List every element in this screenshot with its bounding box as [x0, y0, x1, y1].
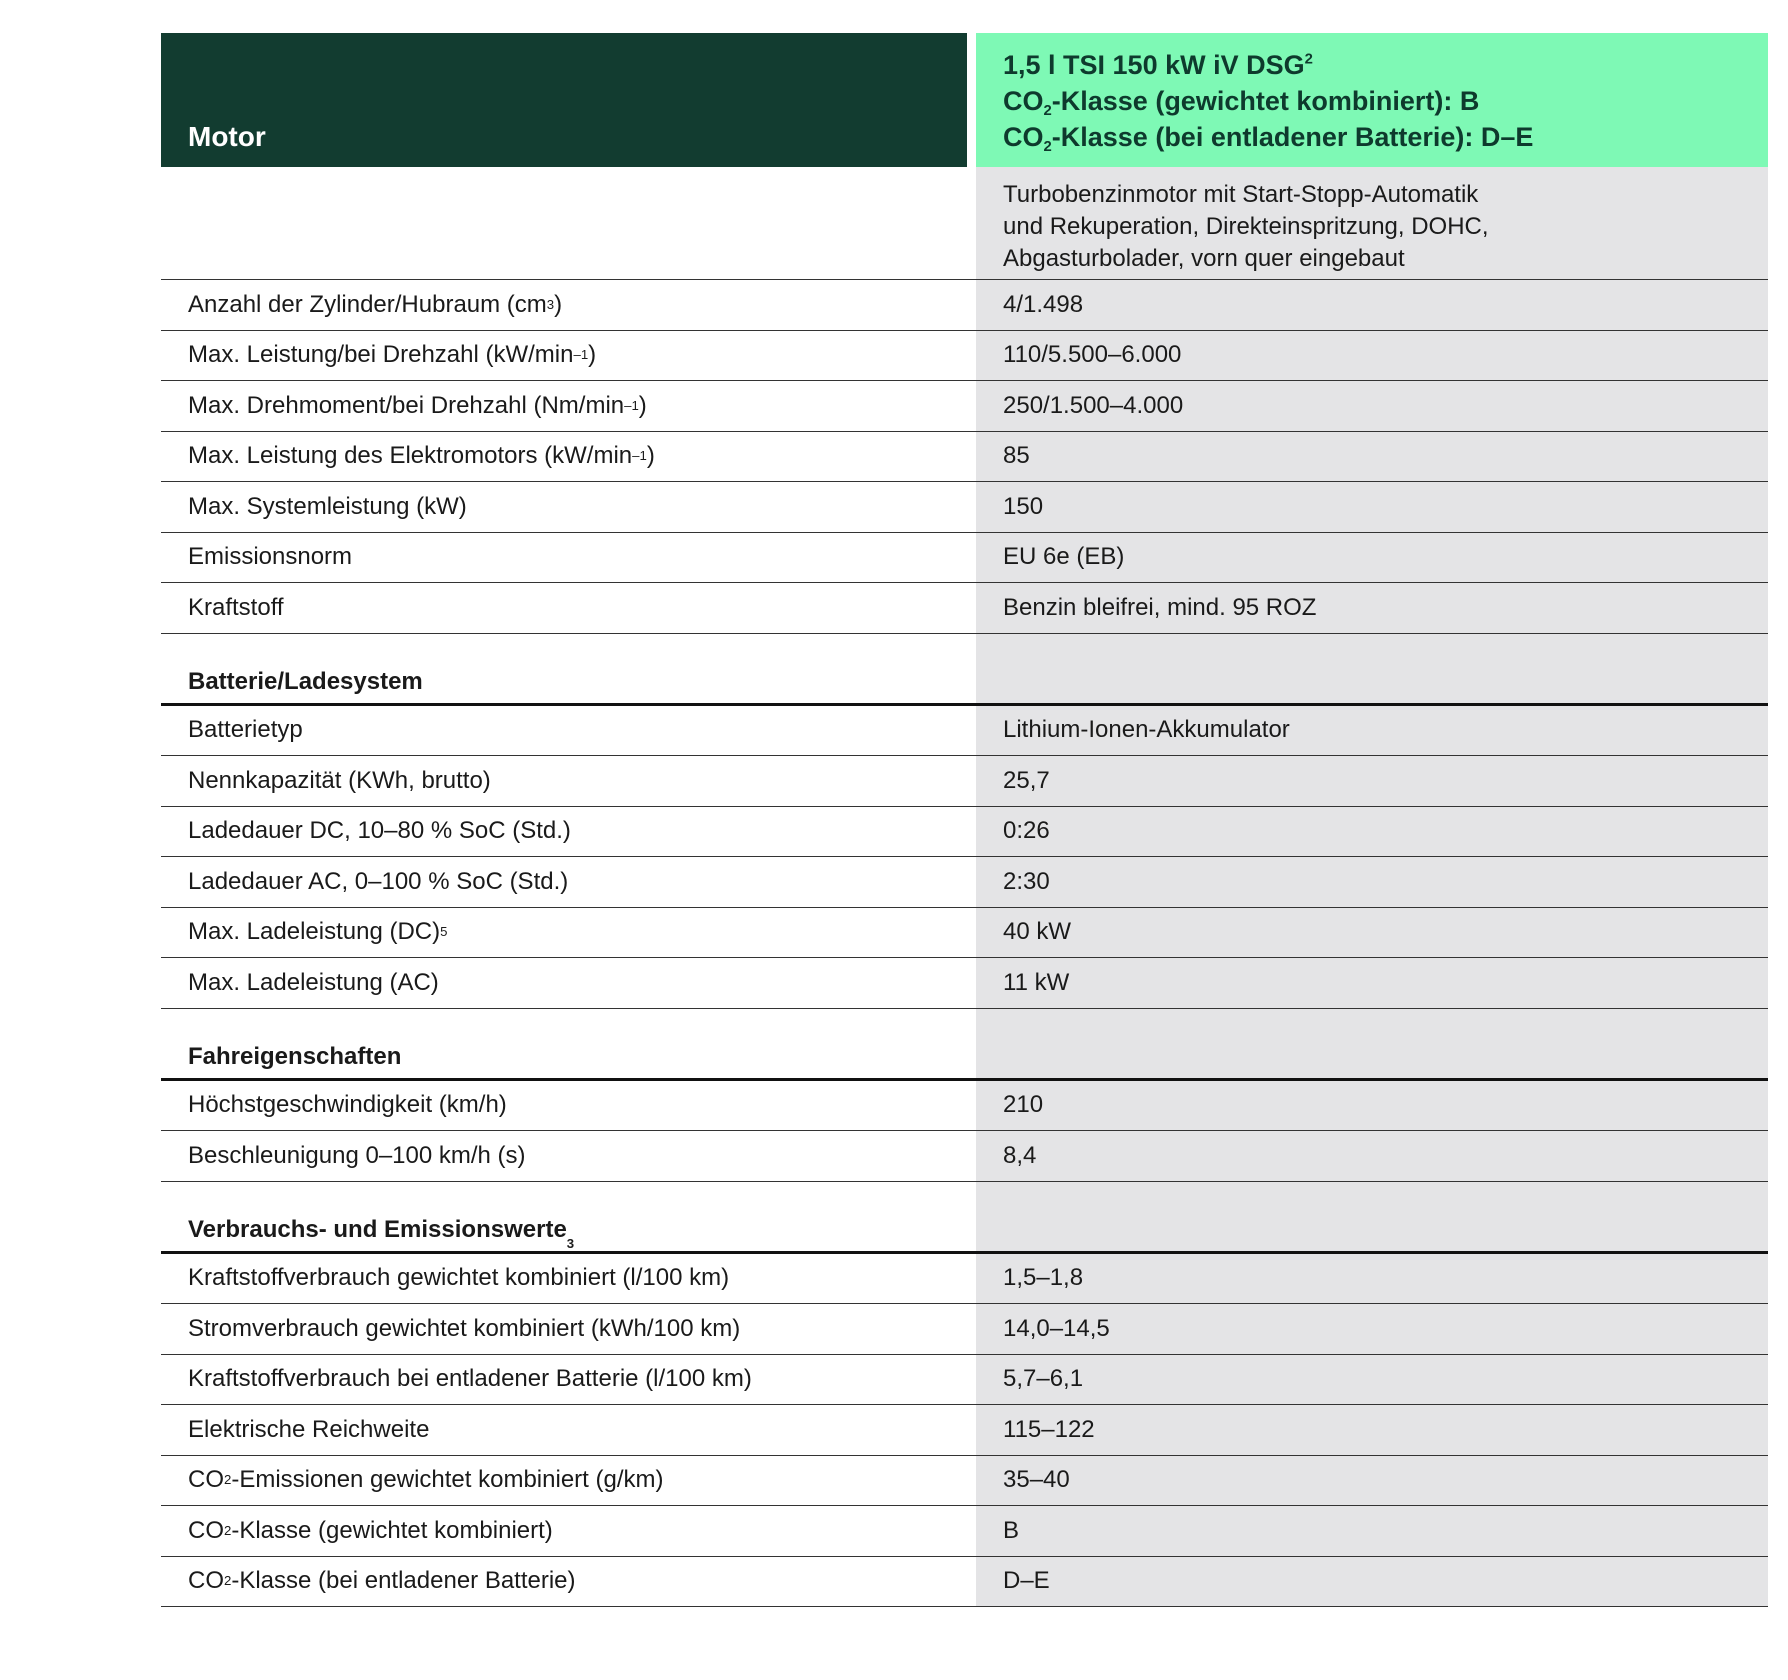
row-label: Kraftstoffverbrauch gewichtet kombiniert (l/100 km)	[161, 1254, 967, 1305]
section-header-battery	[161, 634, 1768, 706]
table-row	[161, 1304, 1768, 1355]
row-value: 210	[976, 1081, 1768, 1132]
table-row	[161, 1405, 1768, 1456]
header-line-3: $CO_2$-Klasse (bei entladener Batterie): D–E	[1003, 122, 1534, 156]
row-value: 0:26	[976, 807, 1768, 858]
row-label: Beschleunigung 0–100 km/h (s)	[161, 1131, 967, 1182]
row-value: EU 6e (EB)	[976, 533, 1768, 584]
row-value: 1,5–1,8	[976, 1254, 1768, 1305]
spec-table	[161, 33, 1768, 1607]
table-row	[161, 706, 1768, 757]
row-label: CO 2 -Klasse (gewichtet kombiniert)	[161, 1506, 967, 1557]
header-left-text: Motor	[188, 121, 266, 152]
table-row	[161, 331, 1768, 382]
row-value: 40 kW	[976, 908, 1768, 959]
engine-description: Turbobenzinmotor mit Start-Stopp-Automatik und Rekuperation, Direkteinspritzung, DOHC, Abgasturbolader, vorn quer eingebaut	[976, 167, 1768, 280]
row-label: Max. Drehmoment/bei Drehzahl (Nm/min –1 )	[161, 381, 967, 432]
row-label: Kraftstoff	[161, 583, 967, 634]
table-row	[161, 756, 1768, 807]
table-row	[161, 1557, 1768, 1608]
row-value: 25,7	[976, 756, 1768, 807]
section-title: Fahreigenschaften	[161, 1009, 967, 1081]
table-row	[161, 482, 1768, 533]
row-value: Benzin bleifrei, mind. 95 ROZ	[976, 583, 1768, 634]
section-header-driving	[161, 1009, 1768, 1081]
row-value: B	[976, 1506, 1768, 1557]
row-label: Stromverbrauch gewichtet kombiniert (kWh/100 km)	[161, 1304, 967, 1355]
row-value: 115–122	[976, 1405, 1768, 1456]
row-value: 2:30	[976, 857, 1768, 908]
table-row	[161, 280, 1768, 331]
header-line-2: $CO_2$-Klasse (gewichtet kombiniert): B	[1003, 86, 1480, 120]
row-label: Anzahl der Zylinder/Hubraum (cm 3 )	[161, 280, 967, 331]
table-row	[161, 533, 1768, 584]
row-label: Ladedauer AC, 0–100 % SoC (Std.)	[161, 857, 967, 908]
row-value: 14,0–14,5	[976, 1304, 1768, 1355]
row-label: Nennkapazität (KWh, brutto)	[161, 756, 967, 807]
table-row	[161, 381, 1768, 432]
header-line-1: 1,5 l TSI 150 kW iV DSG$^2$	[1003, 50, 1313, 80]
row-label: Max. Ladeleistung (DC) 5	[161, 908, 967, 959]
table-row	[161, 1456, 1768, 1507]
row-label: Kraftstoffverbrauch bei entladener Batterie (l/100 km)	[161, 1355, 967, 1406]
engine-description-row	[161, 167, 1768, 280]
row-label: CO 2 -Klasse (bei entladener Batterie)	[161, 1557, 967, 1608]
row-label: Max. Systemleistung (kW)	[161, 482, 967, 533]
row-label: Max. Leistung des Elektromotors (kW/min –1 )	[161, 432, 967, 483]
row-label: Batterietyp	[161, 706, 967, 757]
row-label: CO 2 -Emissionen gewichtet kombiniert (g/km)	[161, 1456, 967, 1507]
row-value: 110/5.500–6.000	[976, 331, 1768, 382]
row-value: 5,7–6,1	[976, 1355, 1768, 1406]
row-label: Max. Leistung/bei Drehzahl (kW/min –1 )	[161, 331, 967, 382]
row-value: 85	[976, 432, 1768, 483]
table-row	[161, 1131, 1768, 1182]
section-header-consumption	[161, 1182, 1768, 1254]
table-row	[161, 583, 1768, 634]
header-motor-label	[161, 33, 967, 167]
table-row	[161, 857, 1768, 908]
table-row	[161, 1254, 1768, 1305]
header-engine-title	[976, 33, 1768, 167]
section-title: Batterie/Ladesystem	[161, 634, 967, 706]
table-row	[161, 908, 1768, 959]
row-value: 150	[976, 482, 1768, 533]
table-row	[161, 1355, 1768, 1406]
table-row	[161, 807, 1768, 858]
row-label: Max. Ladeleistung (AC)	[161, 958, 967, 1009]
row-value: 35–40	[976, 1456, 1768, 1507]
row-value: 11 kW	[976, 958, 1768, 1009]
row-value: D–E	[976, 1557, 1768, 1608]
section-title: Verbrauchs- und Emissionswerte 3	[161, 1182, 967, 1254]
row-value: 4/1.498	[976, 280, 1768, 331]
table-row	[161, 1506, 1768, 1557]
row-value: 8,4	[976, 1131, 1768, 1182]
row-label: Elektrische Reichweite	[161, 1405, 967, 1456]
row-label: Emissionsnorm	[161, 533, 967, 584]
row-value: Lithium-Ionen-Akkumulator	[976, 706, 1768, 757]
table-header	[161, 33, 1768, 167]
table-row	[161, 1081, 1768, 1132]
row-value: 250/1.500–4.000	[976, 381, 1768, 432]
row-label: Höchstgeschwindigkeit (km/h)	[161, 1081, 967, 1132]
row-label: Ladedauer DC, 10–80 % SoC (Std.)	[161, 807, 967, 858]
table-row	[161, 432, 1768, 483]
table-row	[161, 958, 1768, 1009]
